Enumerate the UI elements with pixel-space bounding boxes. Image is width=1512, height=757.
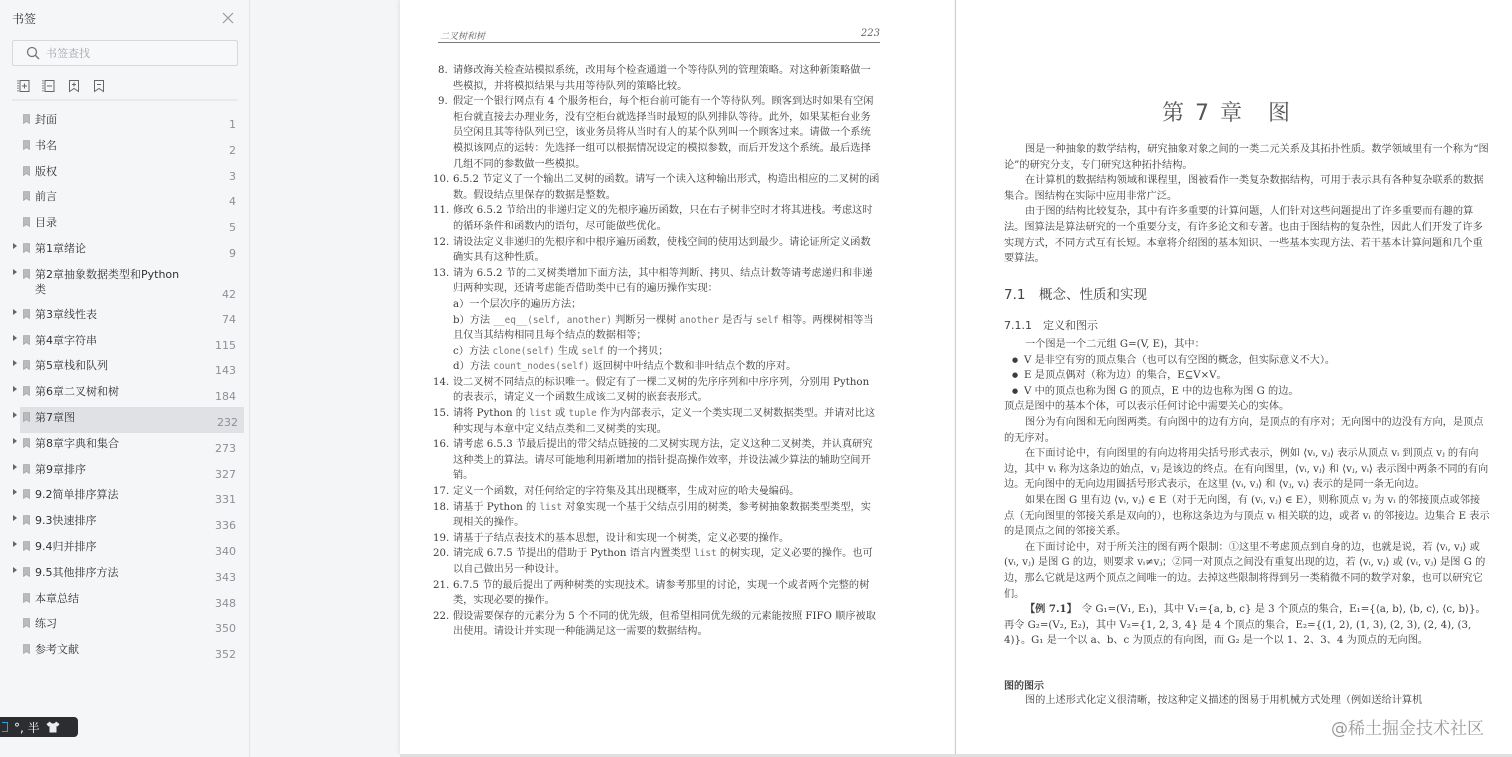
exercise-item: 18. 请基于 Python 的 list 对象实现一个基于父结点引用的树类，参考树抽象数据类型类型，实现相关的操作。 <box>433 501 871 529</box>
bookmark-label: 目录 <box>35 216 57 230</box>
paragraph: 在下面讨论中，对于所关注的图有两个限制：①这里不考虑顶点到自身的边，也就是说，若 ⟨vᵢ, vⱼ⟩ 或 (vᵢ, vⱼ) 是图 G 的边，则要求 vᵢ≠vⱼ；②同一对顶点之间没有重复出现的边，若 ⟨vᵢ, vⱼ⟩ 或 (vᵢ, vⱼ) 是图 G 的边，那么它就是这两个顶点之间唯一的边。去掉这些限制将得到另一类稍微不同的数学对象，也可以研究它们。 <box>1004 541 1486 600</box>
bookmark-label: 第5章栈和队列 <box>35 359 108 373</box>
bookmark-page: 42 <box>222 287 236 301</box>
bookmark-page: 3 <box>229 169 236 183</box>
bookmark-list <box>0 109 250 665</box>
exercise-item: 8. 请修改海关检查站模拟系统，改用每个检查通道一个等待队列的管理策略。对这种新策略做一些模拟，并将模拟结果与共用等待队列的策略比较。 <box>438 65 871 92</box>
bookmark-icon <box>23 489 30 499</box>
paragraph: 在下面讨论中，有向图里的有向边将用尖括号形式表示，例如 ⟨vᵢ, vⱼ⟩ 表示从顶点 vᵢ 到顶点 vⱼ 的有向边，其中 vᵢ 称为这条边的始点，vⱼ 是该边的终点。在有向图里，⟨vᵢ, vⱼ⟩ 和 ⟨vⱼ, vᵢ⟩ 表示图中两条不同的有向边。无向图中的无向边用圆括号形式表示，在这里 ⟨vᵢ, vⱼ⟩ 和 ⟨vⱼ, vᵢ⟩ 表示的是同一条无向边。 <box>1004 448 1489 491</box>
ime-toolbar[interactable] <box>0 717 78 737</box>
document-viewer[interactable] <box>250 0 1512 757</box>
exercise-item: 20. 请完成 6.7.5 节提出的借助于 Python 语言内置类型 list 的树实现，定义必要的操作。也可以自己做出另一种设计。 <box>433 548 873 575</box>
exercise-item: 21. 6.7.5 节的最后提出了两种树类的实现技术。请参考那里的讨论，实现一个或者两个完整的树类，实现必要的操作。 <box>433 579 870 607</box>
exercise-item: 9. 假定一个银行网点有 4 个服务柜台，每个柜台前可能有一个等待队列。顾客到达时如果有空闲柜台就直接去办理业务，没有空柜台就选择当时最短的队列排队等待。此外，如果某柜台业务员空闲且其等待队列已空，该业务员将从当时有人的某个队列叫一个顾客过来。请做一个系统模拟该网点的运转：先选择一组可以根据情况设定的模拟参数，而后开发这个系统。最后选择几组不同的参数做一些模拟。 <box>438 96 874 170</box>
bookmark-label: 第3章线性表 <box>35 307 97 321</box>
exercise-item: 15. 请将 Python 的 list 或 tuple 作为内部表示，定义一个类实现二叉树数据类型。并请对比这种实现与本章中定义结点类和二叉树类的实现。 <box>433 408 876 435</box>
watermark: @稀土掘金技术社区 <box>1331 719 1484 739</box>
bookmark-item[interactable] <box>0 109 250 135</box>
bookmark-icon <box>23 567 30 577</box>
bookmark-icon <box>23 618 30 628</box>
bookmark-icon <box>23 386 30 396</box>
exercise-item: 16. 请考虑 6.5.3 节最后提出的带父结点链接的二叉树实现方法，定义这种二叉树类，并认真研究这种类上的算法。请尽可能地利用新增加的指针提高操作效率，并设法减少算法的辅助空间开销。 <box>433 439 873 482</box>
header-rule <box>438 42 880 43</box>
bookmark-label: 书名 <box>35 138 57 152</box>
bookmark-item[interactable] <box>0 613 250 639</box>
bookmark-label: 9.5其他排序方法 <box>35 565 119 579</box>
pdf-page-right <box>955 0 1512 754</box>
bookmark-item[interactable] <box>0 562 250 588</box>
paragraph: 如果在图 G 里有边 ⟨vᵢ, vⱼ⟩ ∈ E（对于无向图，有 (vᵢ, vⱼ) ∈ E），则称顶点 vⱼ 为 vᵢ 的邻接顶点或邻接点（无向图里的邻接关系是双向的），也称这条边为与顶点 vᵢ 相关联的边，或者 vᵢ 的邻接边。边集合 E 表示的是顶点之间的邻接关系。 <box>1004 494 1490 538</box>
bookmark-page: 184 <box>215 390 236 404</box>
expand-arrow-icon[interactable] <box>13 515 17 521</box>
bookmark-icon <box>23 217 30 227</box>
expand-arrow-icon[interactable] <box>13 386 17 392</box>
bookmark-label: 练习 <box>35 617 57 631</box>
exercise-item: 12. 请设法定义非递归的先根序和中根序遍历函数，使栈空间的使用达到最少。请论证所定义函数确实具有这种性质。 <box>433 236 871 264</box>
expand-arrow-icon[interactable] <box>13 541 17 547</box>
bookmark-icon <box>23 335 30 345</box>
bookmark-icon <box>23 269 30 279</box>
bookmark-page: 5 <box>229 221 236 235</box>
expand-all-icon[interactable] <box>17 79 31 93</box>
bookmark-item[interactable] <box>0 212 250 238</box>
bookmark-item[interactable] <box>0 135 250 161</box>
bookmark-icon <box>23 243 30 253</box>
running-head-title: 二叉树和树 <box>440 32 486 42</box>
running-head <box>440 29 880 42</box>
bookmark-label: 第9章排序 <box>35 462 86 476</box>
example-paragraph: 【例 7.1】 令 G₁=(V₁, E₁)，其中 V₁={a, b, c} 是 3 个顶点的集合，E₁={⟨a, b⟩, ⟨b, c⟩, ⟨c, b⟩}。再令 G₂=(V₂, E₂)，其中 V₂={1, 2, 3, 4} 是 4 个顶点的集合，E₂={(1, 2), (1, 3), (2, 3), (2, 4), (3, 4)}。G₁ 是一个以 a、b、c 为顶点的有向图，而 G₂ 是一个以 1、2、3、4 为顶点的无向图。 <box>1004 603 1486 647</box>
bookmark-label: 9.4归并排序 <box>35 539 97 553</box>
section-body <box>1004 337 1490 649</box>
bookmark-icon <box>23 166 30 176</box>
bookmark-page: 348 <box>215 596 236 610</box>
bookmark-search[interactable] <box>12 40 238 66</box>
bookmark-item[interactable] <box>0 433 250 459</box>
bookmark-icon <box>23 360 30 370</box>
bullet-item: ● V 中的顶点也称为图 G 的顶点，E 中的边也称为图 G 的边。 <box>1004 384 1490 400</box>
expand-arrow-icon[interactable] <box>13 269 17 275</box>
sub-subheading: 图的图示 <box>1004 681 1044 692</box>
subsection-heading: 7.1.1 定义和图示 <box>1004 319 1098 332</box>
bookmark-item[interactable] <box>0 238 250 264</box>
last-paragraph <box>1004 693 1490 709</box>
bookmark-search-input[interactable] <box>46 47 226 60</box>
bookmark-item[interactable] <box>0 510 250 536</box>
bookmark-label: 参考文献 <box>35 643 79 657</box>
bookmark-page: 352 <box>215 648 236 662</box>
bullet-item: ● V 是非空有穷的顶点集合（也可以有空图的概念，但实际意义不大）。 <box>1004 353 1490 369</box>
bookmark-page: 143 <box>215 364 236 378</box>
bookmark-page: 115 <box>215 338 236 352</box>
search-icon <box>26 46 40 60</box>
paragraph: 顶点是图中的基本个体，可以表示任何讨论中需要关心的实体。 <box>1004 401 1290 413</box>
bookmark-icon <box>23 464 30 474</box>
exercise-item: 17. 定义一个函数，对任何给定的字符集及其出现概率，生成对应的哈夫曼编码。 <box>433 486 800 498</box>
bookmark-page: 340 <box>215 544 236 558</box>
bookmark-page: 9 <box>229 246 236 260</box>
bookmark-item[interactable] <box>0 161 250 187</box>
expand-arrow-icon[interactable] <box>13 309 17 315</box>
bookmark-label: 封面 <box>35 113 57 126</box>
collapse-all-icon[interactable] <box>42 79 56 93</box>
bookmark-page: 331 <box>215 493 236 507</box>
bookmark-toolbar <box>17 79 106 93</box>
exercise-subitem: b）方法 __eq__(self, another) 判断另一棵树 another 是否与 self 相等。两棵树相等当且仅当其结构相同且每个结点的数据相等； <box>453 314 874 342</box>
bookmark-icon <box>23 541 30 551</box>
close-icon[interactable] <box>221 11 235 25</box>
bookmark-item[interactable] <box>0 186 250 212</box>
paragraph: 一个图是一个二元组 G=(V, E)，其中： <box>1025 339 1205 350</box>
bookmark-page: 273 <box>215 441 236 455</box>
ime-status-text: °, 半 <box>14 720 40 735</box>
bookmark-page: 232 <box>217 415 238 429</box>
bookmark-icon <box>23 644 30 654</box>
bookmark-item[interactable] <box>0 381 250 407</box>
bookmark-icon <box>23 309 30 319</box>
bookmark-panel <box>0 0 250 757</box>
bookmark-page: 327 <box>215 467 236 481</box>
divider <box>12 99 238 101</box>
expand-arrow-icon[interactable] <box>13 412 17 418</box>
bookmark-label: 第8章字典和集合 <box>35 436 119 450</box>
bookmark-icon <box>23 438 30 448</box>
expand-arrow-icon[interactable] <box>13 360 17 366</box>
exercise-list <box>433 63 880 640</box>
paragraph: 图分为有向图和无向图两类。有向图中的边有方向，是顶点的有序对；无向图中的边没有方向，是顶点的无序对。 <box>1004 416 1484 444</box>
bookmark-label: 第2章抽象数据类型和Python类 <box>35 267 180 296</box>
bookmark-item[interactable] <box>0 304 250 330</box>
bookmark-item[interactable] <box>0 484 250 510</box>
panel-title: 书签 <box>12 12 37 26</box>
expand-arrow-icon[interactable] <box>13 335 17 341</box>
exercise-subitem: d）方法 count_nodes(self) 返回树中叶结点个数和非叶结点个数的序对。 <box>453 361 797 373</box>
exercise-subitem: c）方法 clone(self) 生成 self 的一个拷贝； <box>453 345 669 357</box>
bookmark-item[interactable] <box>0 639 250 665</box>
page-number: 223 <box>860 28 880 39</box>
bookmark-item[interactable] <box>0 536 250 562</box>
bookmark-icon <box>23 140 30 150</box>
bookmark-item-active[interactable] <box>20 407 244 433</box>
bookmark-icon <box>23 412 30 422</box>
bookmark-label: 版权 <box>35 164 57 178</box>
expand-arrow-icon[interactable] <box>13 489 17 495</box>
bookmark-page: 2 <box>229 143 236 157</box>
skin-shirt-icon[interactable] <box>46 721 60 733</box>
expand-arrow-icon[interactable] <box>13 243 17 249</box>
section-heading: 7.1 概念、性质和实现 <box>1004 287 1147 303</box>
bookmark-item[interactable] <box>0 459 250 485</box>
paragraph: 图的上述形式化定义很清晰，按这种定义描述的图易于用机械方式处理（例如送给计算机 <box>1025 695 1423 706</box>
exercise-item: 14. 设二叉树不同结点的标识唯一。假定有了一棵二叉树的先序序列和中序序列，分别用 Python 的表表示，请定义一个函数生成该二叉树的嵌套表形式。 <box>433 376 870 404</box>
bookmark-icon <box>23 191 30 201</box>
remove-bookmark-icon[interactable] <box>92 79 106 93</box>
expand-arrow-icon[interactable] <box>13 567 17 573</box>
bookmark-page: 350 <box>215 622 236 636</box>
add-bookmark-icon[interactable] <box>67 79 81 93</box>
chapter-title: 第 7 章 图 <box>1162 101 1292 126</box>
bookmark-page: 1 <box>229 118 236 131</box>
bookmark-label: 本章总结 <box>35 591 79 605</box>
bookmark-item[interactable] <box>0 588 250 614</box>
exercise-item: 10. 6.5.2 节定义了一个输出二叉树的函数。请写一个读入这种输出形式，构造出相应的二叉树的函数。假设结点里保存的数据是整数。 <box>433 174 880 201</box>
bookmark-page: 343 <box>215 570 236 584</box>
bookmark-item[interactable] <box>0 355 250 381</box>
pdf-page-left <box>400 0 954 754</box>
bookmark-label: 第7章图 <box>35 410 75 424</box>
paragraph: 图是一种抽象的数学结构，研究抽象对象之间的一类二元关系及其拓扑性质。数学领域里有一个称为“图论”的研究分支，专门研究这种拓扑结构。 <box>1004 144 1489 171</box>
bookmark-label: 第4章字符串 <box>35 333 97 347</box>
paragraph: 由于图的结构比较复杂，其中有许多重要的计算问题，人们针对这些问题提出了许多重要而有趣的算法。图算法是算法研究的一个重要分支，有许多论文和专著。也由于图结构的复杂性，因此人们开发了许多实现方式，不同方式互有长短。本章将介绍图的基本知识、一些基本实现方法、若干基本计算问题和几个重要算法。 <box>1004 206 1483 265</box>
bookmark-item[interactable] <box>0 330 250 356</box>
bookmark-page: 4 <box>229 195 236 209</box>
expand-arrow-icon[interactable] <box>13 438 17 444</box>
paragraph: 在计算机的数据结构领域和课程里，图被看作一类复杂数据结构，可用于表示具有各种复杂联系的数据集合。图结构在实际中应用非常广泛。 <box>1004 175 1484 202</box>
bookmark-label: 前言 <box>35 190 57 204</box>
bookmark-icon <box>23 593 30 603</box>
chapter-intro <box>1004 142 1490 267</box>
exercise-subitem: a）一个层次序的遍历方法； <box>453 298 582 310</box>
bookmark-page: 336 <box>215 519 236 533</box>
ime-mode-icon <box>2 722 8 732</box>
bullet-item: ● E 是顶点偶对（称为边）的集合，E⊆V×V。 <box>1004 368 1490 384</box>
exercise-item: 11. 修改 6.5.2 节给出的非递归定义的先根序遍历函数，只在右子树非空时才将其进栈。考虑这时的循环条件和函数内的语句，尽可能做些优化。 <box>433 205 873 232</box>
exercise-item: 13. 请为 6.5.2 节的二叉树类增加下面方法，其中相等判断、拷贝、结点计数等请考虑递归和非递归两种实现，还请考虑能否借助类中已有的遍历操作实现： <box>433 267 873 295</box>
exercise-item: 19. 请基于子结点表技术的基本思想，设计和实现一个树类，定义必要的操作。 <box>433 532 790 544</box>
bookmark-label: 第6章二叉树和树 <box>35 385 119 399</box>
bookmark-icon <box>23 114 30 124</box>
expand-arrow-icon[interactable] <box>13 464 17 470</box>
bookmark-label: 9.3快速排序 <box>35 514 97 528</box>
bookmark-item[interactable] <box>0 264 250 304</box>
exercise-item: 22. 假设需要保存的元素分为 5 个不同的优先级，但希望相同优先级的元素能按照 FIFO 顺序被取出使用。请设计并实现一种能满足这一需要的数据结构。 <box>433 610 876 638</box>
bookmark-label: 第1章绪论 <box>35 241 86 255</box>
bookmark-page: 74 <box>222 312 236 326</box>
bookmark-icon <box>23 515 30 525</box>
bookmark-label: 9.2简单排序算法 <box>35 488 119 502</box>
